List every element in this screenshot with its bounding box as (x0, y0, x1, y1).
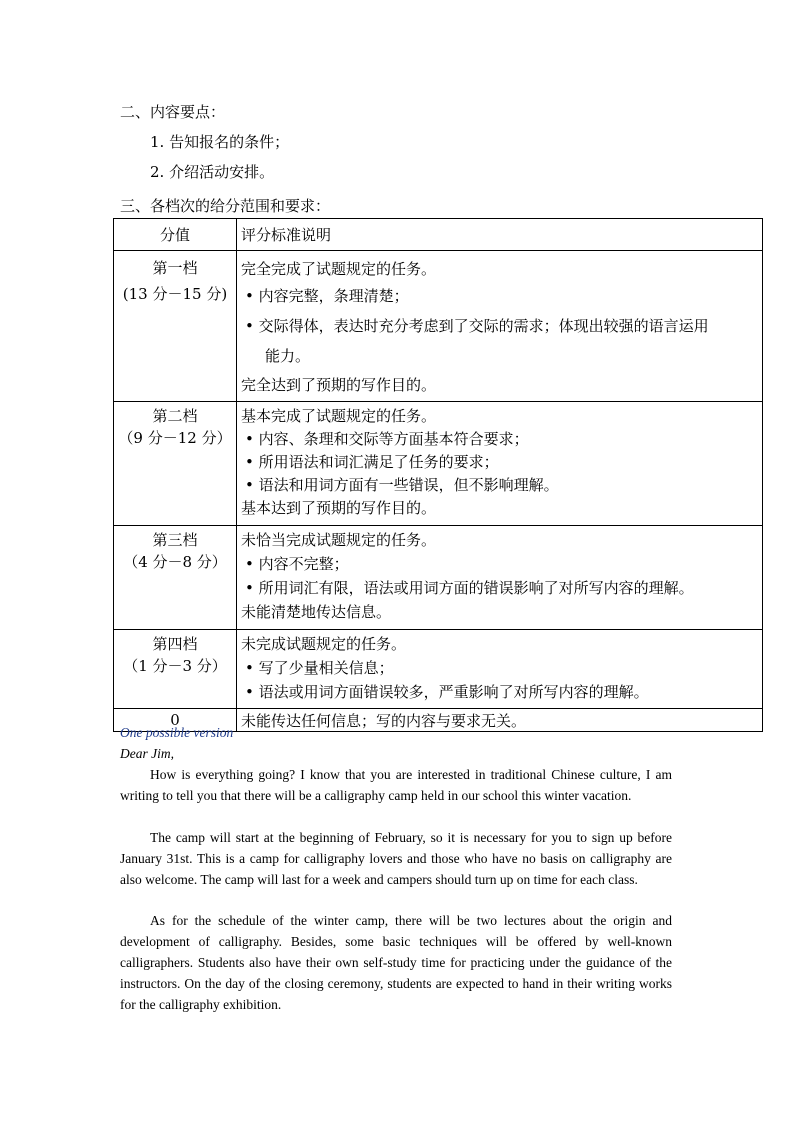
criteria-cell (237, 402, 763, 526)
grade-range: (13 分－15 分) (122, 285, 228, 303)
header-criteria: 评分标准说明 (237, 219, 763, 251)
grade-name: 第一档 (152, 259, 198, 277)
section-2-heading: 二、内容要点： (120, 103, 226, 121)
letter-paragraph: The camp will start at the beginning of February, so it is necessary for you to sign up before January 31st. This is a camp for calligraphy lovers and those who have no basis on calligraphy are also welcome. The camp will last for a week and campers should turn up on time for each class. (120, 830, 672, 887)
criteria-cell (237, 251, 763, 402)
version-label: One possible version (120, 725, 234, 740)
letter-paragraph: As for the schedule of the winter camp, there will be two lectures about the origin and development of calligraphy. Besides, some basic techniques will be offered by well-known calligraphers. Students also have their own self-study time for practicing under the guidance of the instructors. On the day of the closing ceremony, students are expected to hand in their writing works for the calligraphy exhibition. (120, 913, 672, 1012)
grade-cell: 0 (114, 709, 237, 732)
criteria-bullet: • 语法和用词方面有一些错误，但不影响理解。 (245, 476, 559, 494)
grade-cell (114, 526, 237, 630)
criteria-bullet: • 内容不完整； (245, 555, 349, 573)
grade-range: （9 分－12 分） (118, 429, 232, 447)
table-header-row (114, 219, 763, 251)
grade-conclusion: 完全达到了预期的写作目的。 (241, 376, 437, 394)
grade-conclusion: 基本达到了预期的写作目的。 (241, 499, 437, 517)
letter-paragraph: How is everything going? I know that you are interested in traditional Chinese culture, I am writing to tell you that there will be a calligraphy camp held in our school this winter vacation. (120, 767, 672, 803)
grade-name: 第二档 (152, 407, 198, 425)
grade-cell (114, 402, 237, 526)
content-point-1: 1. 告知报名的条件； (150, 133, 290, 151)
table-row (114, 630, 763, 709)
criteria-bullet: • 内容完整，条理清楚； (245, 287, 409, 305)
grade-summary: 基本完成了试题规定的任务。 (241, 407, 437, 425)
grading-table (113, 218, 763, 732)
grade-cell (114, 630, 237, 709)
grade-summary: 未恰当完成试题规定的任务。 (241, 531, 437, 549)
grade-name: 第四档 (152, 635, 198, 653)
criteria-cell (237, 630, 763, 709)
criteria-bullet: • 交际得体，表达时充分考虑到了交际的需求；体现出较强的语言运用 (245, 317, 709, 335)
grade-summary: 完全完成了试题规定的任务。 (241, 260, 437, 278)
section-3-heading: 三、各档次的给分范围和要求： (120, 197, 331, 215)
criteria-bullet: • 所用词汇有限，语法或用词方面的错误影响了对所写内容的理解。 (245, 579, 694, 597)
table-row (114, 526, 763, 630)
criteria-bullet: • 内容、条理和交际等方面基本符合要求； (245, 430, 529, 448)
criteria-cell (237, 526, 763, 630)
content-point-2: 2. 介绍活动安排。 (150, 163, 275, 181)
grade-range: （1 分－3 分） (123, 657, 227, 675)
grade-cell (114, 251, 237, 402)
grade-summary: 未完成试题规定的任务。 (241, 635, 407, 653)
table-row (114, 251, 763, 402)
grade-name: 第三档 (152, 531, 198, 549)
grade-range: （4 分－8 分） (123, 553, 227, 571)
letter-salutation: Dear Jim, (120, 746, 174, 761)
table-row (114, 402, 763, 526)
header-score: 分值 (114, 219, 237, 251)
criteria-bullet: • 语法或用词方面错误较多，严重影响了对所写内容的理解。 (245, 683, 649, 701)
criteria-bullet: • 写了少量相关信息； (245, 659, 394, 677)
criteria-cell: 未能传达任何信息；写的内容与要求无关。 (237, 709, 763, 732)
criteria-bullet-continued: 能力。 (265, 347, 311, 365)
criteria-bullet: • 所用语法和词汇满足了任务的要求； (245, 453, 499, 471)
grade-conclusion: 未能清楚地传达信息。 (241, 603, 392, 621)
